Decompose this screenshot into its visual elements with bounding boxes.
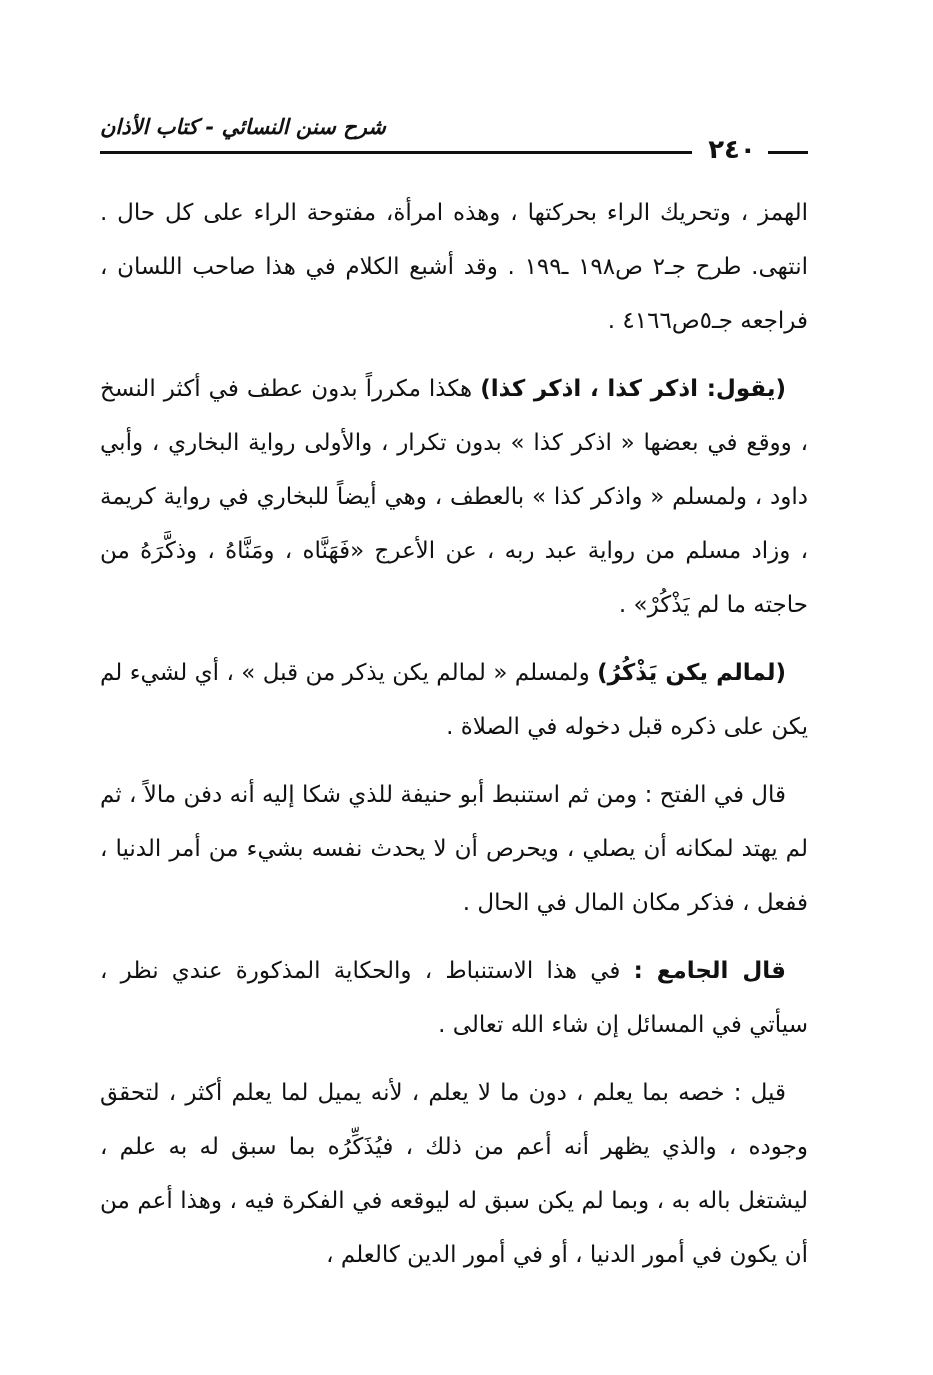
paragraph-lead: (يقول: اذكر كذا ، اذكر كذا) — [480, 376, 786, 402]
page-number: ٢٤٠ — [708, 135, 756, 165]
paragraph-lead: (لمالم يكن يَذْكُرُ) — [597, 660, 787, 686]
main-text — [100, 186, 808, 1282]
header-rule-short — [768, 151, 808, 154]
paragraph-2 — [100, 362, 808, 632]
paragraph-text: الهمز ، وتحريك الراء بحركتها ، وهذه امرأة، مفتوحة الراء على كل حال . انتهى. طرح جـ٢ ص١٩٨ ـ١٩٩ . وقد أشبع الكلام في هذا صاحب اللسان ، فراجعه جـ٥ص٤١٦٦ . — [100, 200, 808, 334]
paragraph-lead: قال الجامع : — [633, 958, 786, 984]
paragraph-text: قيل : خصه بما يعلم ، دون ما لا يعلم ، لأنه يميل لما يعلم أكثر ، لتحقق وجوده ، والذي يظهر أنه أعم من ذلك ، فيُذَكِّرُه بما سبق له به علم ، ليشتغل باله به ، وبما لم يكن سبق له ليوقعه في الفكرة فيه ، وهذا أعم من أن يكون في أمور الدنيا ، أو في أمور الدين كالعلم ، — [100, 1080, 808, 1268]
paragraph-6 — [100, 1066, 808, 1282]
paragraph-text: في هذا الاستنباط ، والحكاية المذكورة عندي نظر ، سيأتي في المسائل إن شاء الله تعالى . — [100, 958, 808, 1038]
paragraph-text: ولمسلم « لمالم يكن يذكر من قبل » ، أي لشيء لم يكن على ذكره قبل دخوله في الصلاة . — [100, 660, 808, 740]
paragraph-text: قال في الفتح : ومن ثم استنبط أبو حنيفة للذي شكا إليه أنه دفن مالاً ، ثم لم يهتد لمكانه أن يصلي ، ويحرص أن لا يحدث نفسه بشيء من أمر الدنيا ، ففعل ، فذكر مكان المال في الحال . — [100, 782, 808, 916]
paragraph-1 — [100, 186, 808, 348]
running-header-title: شرح سنن النسائي - كتاب الأذان — [100, 115, 386, 139]
header-rule — [100, 151, 692, 154]
paragraph-4 — [100, 768, 808, 930]
paragraph-5 — [100, 944, 808, 1052]
paragraph-text: هكذا مكرراً بدون عطف في أكثر النسخ ، ووقع في بعضها « اذكر كذا » بدون تكرار ، والأولى رواية البخاري ، وأبي داود ، ولمسلم « واذكر كذا » بالعطف ، وهي أيضاً للبخاري في رواية كريمة ، وزاد مسلم من رواية عبد ربه ، عن الأعرج «فَهَنَّاه ، ومَنَّاهُ ، وذكَّرَهُ من حاجته ما لم يَذْكُرْ» . — [100, 376, 808, 618]
paragraph-3 — [100, 646, 808, 754]
